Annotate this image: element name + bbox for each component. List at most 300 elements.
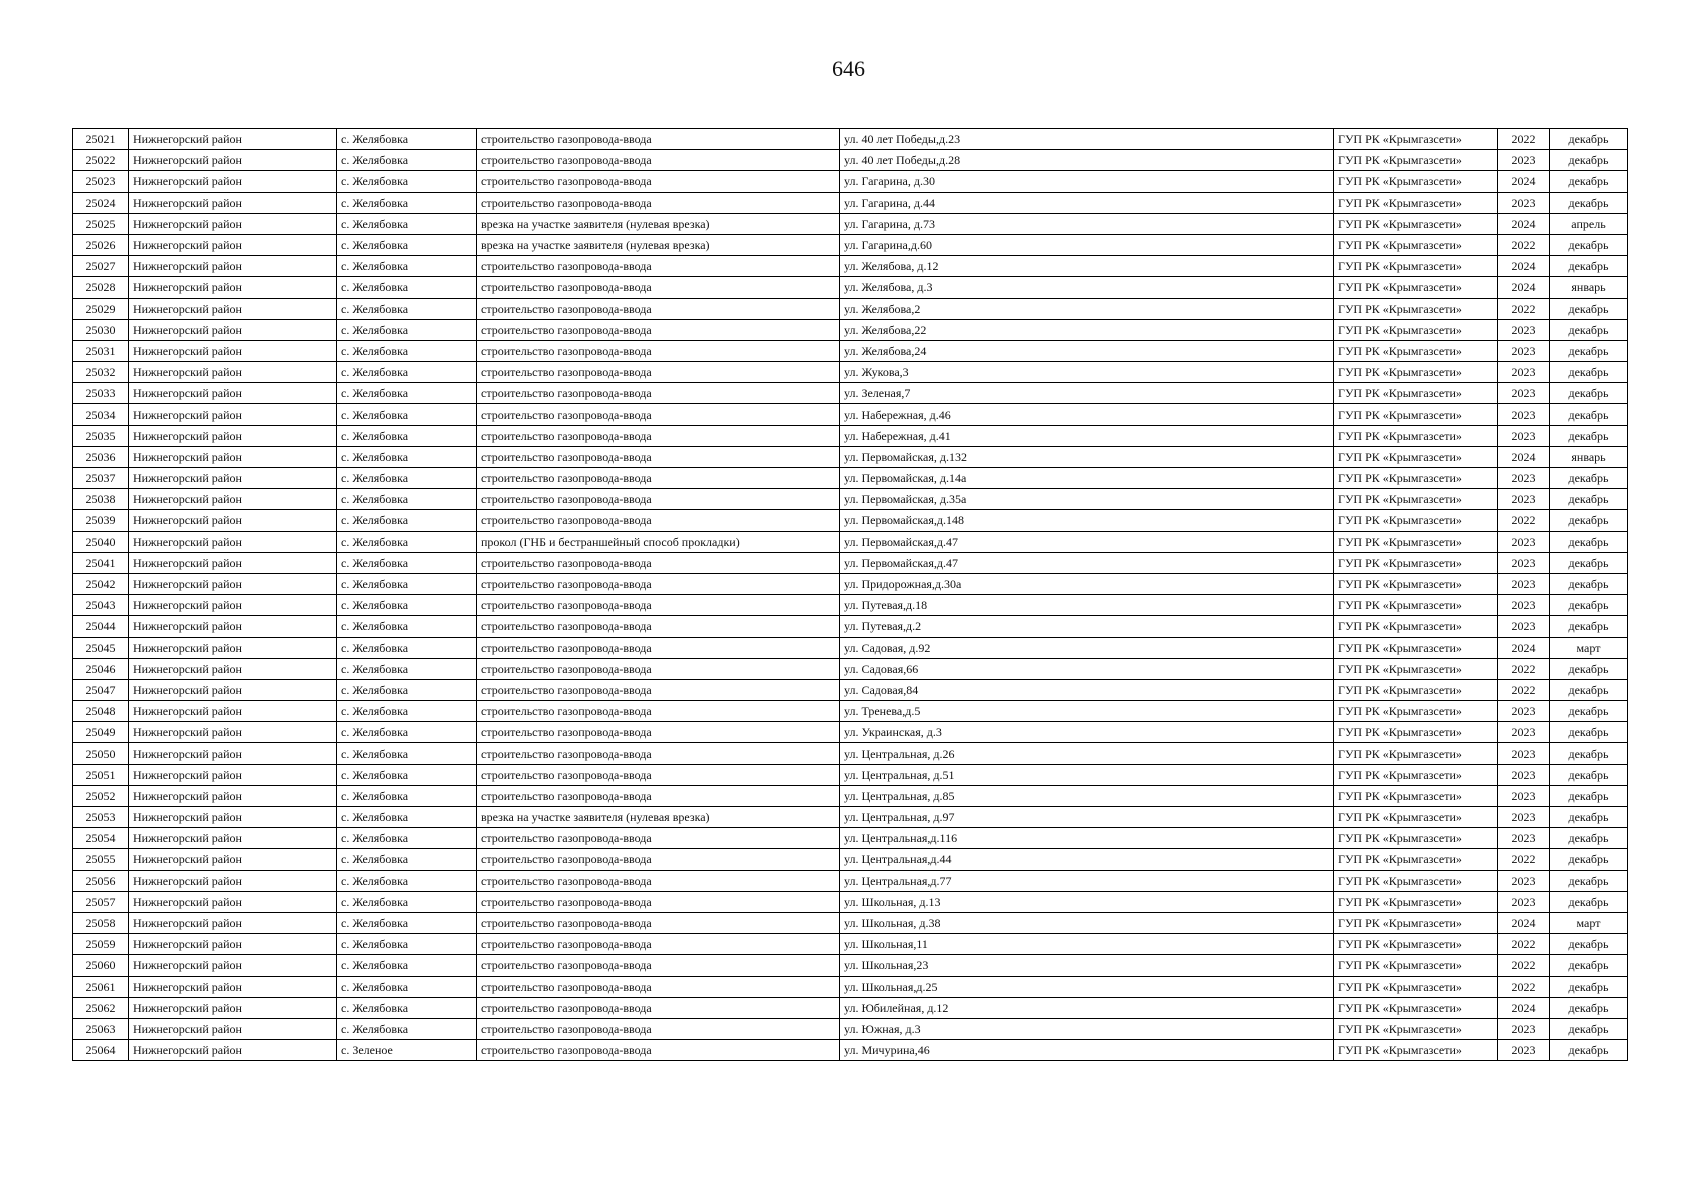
cell-row-number: 25024 [73,192,129,213]
cell-year: 2023 [1498,531,1550,552]
cell-work-type: строительство газопровода-ввода [477,446,840,467]
cell-settlement: с. Зеленое [337,1040,477,1061]
cell-address: ул. Школьная,23 [840,955,1334,976]
cell-address: ул. Центральная,д.44 [840,849,1334,870]
table-row [73,828,1628,849]
cell-settlement: с. Желябовка [337,658,477,679]
cell-row-number: 25063 [73,1018,129,1039]
cell-month: декабрь [1550,595,1628,616]
cell-year: 2022 [1498,129,1550,150]
cell-address: ул. Школьная,11 [840,934,1334,955]
cell-settlement: с. Желябовка [337,129,477,150]
cell-work-type: врезка на участке заявителя (нулевая врезка) [477,234,840,255]
cell-settlement: с. Желябовка [337,595,477,616]
cell-settlement: с. Желябовка [337,489,477,510]
cell-organization: ГУП РК «Крымгазсети» [1334,129,1498,150]
table-row [73,192,1628,213]
cell-district: Нижнегорский район [129,743,337,764]
cell-month: декабрь [1550,828,1628,849]
cell-month: декабрь [1550,298,1628,319]
cell-work-type: строительство газопровода-ввода [477,489,840,510]
cell-work-type: строительство газопровода-ввода [477,171,840,192]
cell-row-number: 25025 [73,213,129,234]
cell-row-number: 25036 [73,446,129,467]
cell-work-type: строительство газопровода-ввода [477,637,840,658]
cell-month: декабрь [1550,976,1628,997]
cell-address: ул. Центральная,д.116 [840,828,1334,849]
cell-work-type: строительство газопровода-ввода [477,277,840,298]
cell-district: Нижнегорский район [129,129,337,150]
cell-work-type: строительство газопровода-ввода [477,976,840,997]
cell-month: декабрь [1550,807,1628,828]
cell-district: Нижнегорский район [129,595,337,616]
table-row [73,298,1628,319]
cell-organization: ГУП РК «Крымгазсети» [1334,171,1498,192]
cell-month: декабрь [1550,1040,1628,1061]
cell-row-number: 25028 [73,277,129,298]
cell-settlement: с. Желябовка [337,743,477,764]
cell-month: декабрь [1550,891,1628,912]
cell-settlement: с. Желябовка [337,764,477,785]
cell-settlement: с. Желябовка [337,552,477,573]
cell-month: декабрь [1550,997,1628,1018]
cell-address: ул. Гагарина, д.30 [840,171,1334,192]
cell-district: Нижнегорский район [129,277,337,298]
cell-district: Нижнегорский район [129,870,337,891]
cell-row-number: 25057 [73,891,129,912]
table-row [73,891,1628,912]
table-row [73,955,1628,976]
cell-row-number: 25026 [73,234,129,255]
gas-connection-table [72,128,1628,1061]
cell-month: декабрь [1550,849,1628,870]
table-row [73,213,1628,234]
cell-address: ул. Украинская, д.3 [840,722,1334,743]
cell-organization: ГУП РК «Крымгазсети» [1334,150,1498,171]
cell-organization: ГУП РК «Крымгазсети» [1334,362,1498,383]
cell-organization: ГУП РК «Крымгазсети» [1334,997,1498,1018]
cell-year: 2023 [1498,616,1550,637]
table-row [73,319,1628,340]
table-row [73,912,1628,933]
cell-work-type: строительство газопровода-ввода [477,595,840,616]
cell-year: 2024 [1498,912,1550,933]
cell-settlement: с. Желябовка [337,171,477,192]
cell-settlement: с. Желябовка [337,234,477,255]
cell-organization: ГУП РК «Крымгазсети» [1334,234,1498,255]
table-row [73,129,1628,150]
cell-row-number: 25062 [73,997,129,1018]
cell-month: март [1550,912,1628,933]
cell-address: ул. Желябова, д.12 [840,256,1334,277]
cell-row-number: 25049 [73,722,129,743]
cell-month: декабрь [1550,129,1628,150]
cell-work-type: строительство газопровода-ввода [477,468,840,489]
table-row [73,701,1628,722]
table-row [73,807,1628,828]
cell-settlement: с. Желябовка [337,701,477,722]
cell-settlement: с. Желябовка [337,319,477,340]
cell-month: декабрь [1550,510,1628,531]
cell-row-number: 25037 [73,468,129,489]
cell-district: Нижнегорский район [129,383,337,404]
cell-district: Нижнегорский район [129,150,337,171]
cell-year: 2022 [1498,234,1550,255]
cell-organization: ГУП РК «Крымгазсети» [1334,828,1498,849]
table-row [73,552,1628,573]
cell-organization: ГУП РК «Крымгазсети» [1334,658,1498,679]
cell-month: декабрь [1550,362,1628,383]
cell-row-number: 25031 [73,340,129,361]
table-row [73,934,1628,955]
cell-organization: ГУП РК «Крымгазсети» [1334,510,1498,531]
cell-year: 2023 [1498,362,1550,383]
cell-month: декабрь [1550,489,1628,510]
cell-address: ул. Путевая,д.2 [840,616,1334,637]
cell-month: декабрь [1550,764,1628,785]
cell-district: Нижнегорский район [129,256,337,277]
cell-row-number: 25058 [73,912,129,933]
cell-year: 2023 [1498,807,1550,828]
cell-work-type: строительство газопровода-ввода [477,340,840,361]
cell-settlement: с. Желябовка [337,383,477,404]
cell-year: 2024 [1498,446,1550,467]
cell-row-number: 25041 [73,552,129,573]
cell-district: Нижнегорский район [129,955,337,976]
cell-row-number: 25055 [73,849,129,870]
cell-address: ул. Набережная, д.46 [840,404,1334,425]
cell-organization: ГУП РК «Крымгазсети» [1334,595,1498,616]
table-row [73,277,1628,298]
cell-district: Нижнегорский район [129,616,337,637]
cell-address: ул. Желябова,22 [840,319,1334,340]
table-row [73,870,1628,891]
cell-organization: ГУП РК «Крымгазсети» [1334,807,1498,828]
cell-row-number: 25032 [73,362,129,383]
cell-district: Нижнегорский район [129,785,337,806]
cell-year: 2023 [1498,150,1550,171]
cell-year: 2024 [1498,256,1550,277]
cell-address: ул. 40 лет Победы,д.28 [840,150,1334,171]
cell-organization: ГУП РК «Крымгазсети» [1334,785,1498,806]
cell-work-type: строительство газопровода-ввода [477,743,840,764]
cell-month: декабрь [1550,955,1628,976]
cell-organization: ГУП РК «Крымгазсети» [1334,1040,1498,1061]
cell-district: Нижнегорский район [129,340,337,361]
cell-organization: ГУП РК «Крымгазсети» [1334,891,1498,912]
cell-work-type: строительство газопровода-ввода [477,679,840,700]
cell-year: 2022 [1498,849,1550,870]
cell-month: декабрь [1550,616,1628,637]
cell-year: 2023 [1498,1040,1550,1061]
cell-year: 2023 [1498,743,1550,764]
cell-year: 2023 [1498,552,1550,573]
cell-year: 2023 [1498,489,1550,510]
cell-address: ул. Набережная, д.41 [840,425,1334,446]
cell-settlement: с. Желябовка [337,531,477,552]
cell-row-number: 25040 [73,531,129,552]
cell-organization: ГУП РК «Крымгазсети» [1334,192,1498,213]
cell-year: 2023 [1498,785,1550,806]
cell-address: ул. Школьная,д.25 [840,976,1334,997]
cell-organization: ГУП РК «Крымгазсети» [1334,256,1498,277]
cell-district: Нижнегорский район [129,997,337,1018]
cell-work-type: строительство газопровода-ввода [477,298,840,319]
cell-year: 2023 [1498,340,1550,361]
cell-organization: ГУП РК «Крымгазсети» [1334,298,1498,319]
cell-organization: ГУП РК «Крымгазсети» [1334,446,1498,467]
cell-address: ул. Первомайская, д.14а [840,468,1334,489]
cell-month: декабрь [1550,573,1628,594]
cell-row-number: 25061 [73,976,129,997]
cell-organization: ГУП РК «Крымгазсети» [1334,955,1498,976]
cell-work-type: строительство газопровода-ввода [477,912,840,933]
cell-address: ул. Первомайская, д.132 [840,446,1334,467]
table-row [73,340,1628,361]
cell-address: ул. Юбилейная, д.12 [840,997,1334,1018]
table-row [73,489,1628,510]
cell-settlement: с. Желябовка [337,616,477,637]
cell-district: Нижнегорский район [129,828,337,849]
cell-address: ул. Первомайская, д.35а [840,489,1334,510]
table-row [73,510,1628,531]
cell-organization: ГУП РК «Крымгазсети» [1334,912,1498,933]
cell-month: апрель [1550,213,1628,234]
cell-row-number: 25038 [73,489,129,510]
cell-settlement: с. Желябовка [337,468,477,489]
cell-row-number: 25059 [73,934,129,955]
cell-month: март [1550,637,1628,658]
cell-address: ул. Первомайская,д.47 [840,552,1334,573]
cell-district: Нижнегорский район [129,446,337,467]
cell-month: декабрь [1550,679,1628,700]
cell-work-type: строительство газопровода-ввода [477,722,840,743]
cell-month: декабрь [1550,468,1628,489]
cell-address: ул. Придорожная,д.30а [840,573,1334,594]
cell-district: Нижнегорский район [129,573,337,594]
cell-address: ул. Зеленая,7 [840,383,1334,404]
cell-work-type: строительство газопровода-ввода [477,510,840,531]
cell-address: ул. Центральная, д.51 [840,764,1334,785]
cell-district: Нижнегорский район [129,510,337,531]
cell-settlement: с. Желябовка [337,997,477,1018]
cell-year: 2023 [1498,891,1550,912]
cell-work-type: строительство газопровода-ввода [477,997,840,1018]
cell-district: Нижнегорский район [129,722,337,743]
cell-address: ул. Садовая,66 [840,658,1334,679]
cell-row-number: 25029 [73,298,129,319]
cell-year: 2024 [1498,637,1550,658]
cell-organization: ГУП РК «Крымгазсети» [1334,383,1498,404]
cell-address: ул. Жукова,3 [840,362,1334,383]
table-row [73,764,1628,785]
cell-month: декабрь [1550,722,1628,743]
table-row [73,1018,1628,1039]
cell-district: Нижнегорский район [129,531,337,552]
cell-month: декабрь [1550,658,1628,679]
cell-settlement: с. Желябовка [337,637,477,658]
cell-month: декабрь [1550,150,1628,171]
cell-settlement: с. Желябовка [337,722,477,743]
cell-row-number: 25039 [73,510,129,531]
table-row [73,616,1628,637]
table-row [73,997,1628,1018]
cell-row-number: 25060 [73,955,129,976]
cell-row-number: 25046 [73,658,129,679]
cell-address: ул. Желябова, д.3 [840,277,1334,298]
cell-row-number: 25027 [73,256,129,277]
cell-settlement: с. Желябовка [337,150,477,171]
cell-month: декабрь [1550,870,1628,891]
cell-organization: ГУП РК «Крымгазсети» [1334,489,1498,510]
cell-district: Нижнегорский район [129,234,337,255]
cell-work-type: строительство газопровода-ввода [477,319,840,340]
cell-year: 2022 [1498,976,1550,997]
cell-organization: ГУП РК «Крымгазсети» [1334,722,1498,743]
cell-organization: ГУП РК «Крымгазсети» [1334,404,1498,425]
cell-row-number: 25052 [73,785,129,806]
cell-organization: ГУП РК «Крымгазсети» [1334,340,1498,361]
cell-organization: ГУП РК «Крымгазсети» [1334,701,1498,722]
cell-settlement: с. Желябовка [337,340,477,361]
cell-year: 2023 [1498,404,1550,425]
cell-year: 2024 [1498,997,1550,1018]
cell-address: ул. 40 лет Победы,д.23 [840,129,1334,150]
table-row [73,849,1628,870]
table-row [73,595,1628,616]
cell-district: Нижнегорский район [129,404,337,425]
cell-district: Нижнегорский район [129,425,337,446]
cell-row-number: 25042 [73,573,129,594]
cell-district: Нижнегорский район [129,849,337,870]
cell-row-number: 25022 [73,150,129,171]
cell-month: декабрь [1550,934,1628,955]
cell-address: ул. Школьная, д.13 [840,891,1334,912]
cell-district: Нижнегорский район [129,552,337,573]
cell-settlement: с. Желябовка [337,277,477,298]
cell-address: ул. Центральная, д.85 [840,785,1334,806]
table-row [73,362,1628,383]
cell-organization: ГУП РК «Крымгазсети» [1334,1018,1498,1039]
cell-district: Нижнегорский район [129,807,337,828]
cell-organization: ГУП РК «Крымгазсети» [1334,468,1498,489]
cell-district: Нижнегорский район [129,912,337,933]
cell-address: ул. Гагарина, д.44 [840,192,1334,213]
cell-settlement: с. Желябовка [337,510,477,531]
cell-district: Нижнегорский район [129,319,337,340]
cell-work-type: строительство газопровода-ввода [477,934,840,955]
table-row [73,722,1628,743]
table-row [73,404,1628,425]
cell-settlement: с. Желябовка [337,976,477,997]
cell-month: декабрь [1550,171,1628,192]
cell-work-type: строительство газопровода-ввода [477,383,840,404]
cell-district: Нижнегорский район [129,637,337,658]
cell-work-type: строительство газопровода-ввода [477,362,840,383]
cell-address: ул. Мичурина,46 [840,1040,1334,1061]
cell-district: Нижнегорский район [129,976,337,997]
cell-organization: ГУП РК «Крымгазсети» [1334,743,1498,764]
cell-month: январь [1550,277,1628,298]
cell-district: Нижнегорский район [129,701,337,722]
cell-year: 2022 [1498,934,1550,955]
cell-address: ул. Садовая,84 [840,679,1334,700]
cell-organization: ГУП РК «Крымгазсети» [1334,870,1498,891]
table-row [73,679,1628,700]
table-row [73,637,1628,658]
cell-work-type: строительство газопровода-ввода [477,955,840,976]
cell-settlement: с. Желябовка [337,955,477,976]
cell-year: 2022 [1498,298,1550,319]
cell-district: Нижнегорский район [129,362,337,383]
cell-month: декабрь [1550,404,1628,425]
cell-address: ул. Путевая,д.18 [840,595,1334,616]
cell-settlement: с. Желябовка [337,573,477,594]
page-number: 646 [832,56,865,81]
cell-work-type: строительство газопровода-ввода [477,764,840,785]
cell-work-type: строительство газопровода-ввода [477,1040,840,1061]
cell-district: Нижнегорский район [129,298,337,319]
cell-work-type: строительство газопровода-ввода [477,658,840,679]
cell-address: ул. Первомайская,д.47 [840,531,1334,552]
cell-row-number: 25050 [73,743,129,764]
cell-month: декабрь [1550,340,1628,361]
cell-address: ул. Центральная, д.97 [840,807,1334,828]
cell-work-type: строительство газопровода-ввода [477,616,840,637]
cell-address: ул. Тренева,д.5 [840,701,1334,722]
cell-district: Нижнегорский район [129,489,337,510]
cell-work-type: строительство газопровода-ввода [477,891,840,912]
cell-row-number: 25030 [73,319,129,340]
cell-settlement: с. Желябовка [337,870,477,891]
cell-settlement: с. Желябовка [337,891,477,912]
table-row [73,150,1628,171]
cell-work-type: строительство газопровода-ввода [477,404,840,425]
cell-settlement: с. Желябовка [337,912,477,933]
cell-year: 2022 [1498,658,1550,679]
cell-settlement: с. Желябовка [337,1018,477,1039]
cell-organization: ГУП РК «Крымгазсети» [1334,764,1498,785]
cell-row-number: 25051 [73,764,129,785]
cell-row-number: 25054 [73,828,129,849]
cell-row-number: 25045 [73,637,129,658]
cell-year: 2023 [1498,425,1550,446]
cell-month: декабрь [1550,425,1628,446]
cell-district: Нижнегорский район [129,934,337,955]
cell-settlement: с. Желябовка [337,213,477,234]
cell-settlement: с. Желябовка [337,785,477,806]
table-row [73,573,1628,594]
cell-row-number: 25021 [73,129,129,150]
cell-month: декабрь [1550,383,1628,404]
table-row [73,425,1628,446]
table-row [73,1040,1628,1061]
cell-work-type: строительство газопровода-ввода [477,150,840,171]
cell-work-type: строительство газопровода-ввода [477,425,840,446]
cell-organization: ГУП РК «Крымгазсети» [1334,573,1498,594]
cell-row-number: 25035 [73,425,129,446]
cell-work-type: врезка на участке заявителя (нулевая врезка) [477,807,840,828]
cell-year: 2022 [1498,679,1550,700]
cell-month: декабрь [1550,192,1628,213]
cell-year: 2023 [1498,319,1550,340]
cell-month: декабрь [1550,743,1628,764]
cell-month: декабрь [1550,701,1628,722]
cell-work-type: строительство газопровода-ввода [477,1018,840,1039]
cell-year: 2023 [1498,828,1550,849]
cell-address: ул. Первомайская,д.148 [840,510,1334,531]
cell-work-type: строительство газопровода-ввода [477,701,840,722]
